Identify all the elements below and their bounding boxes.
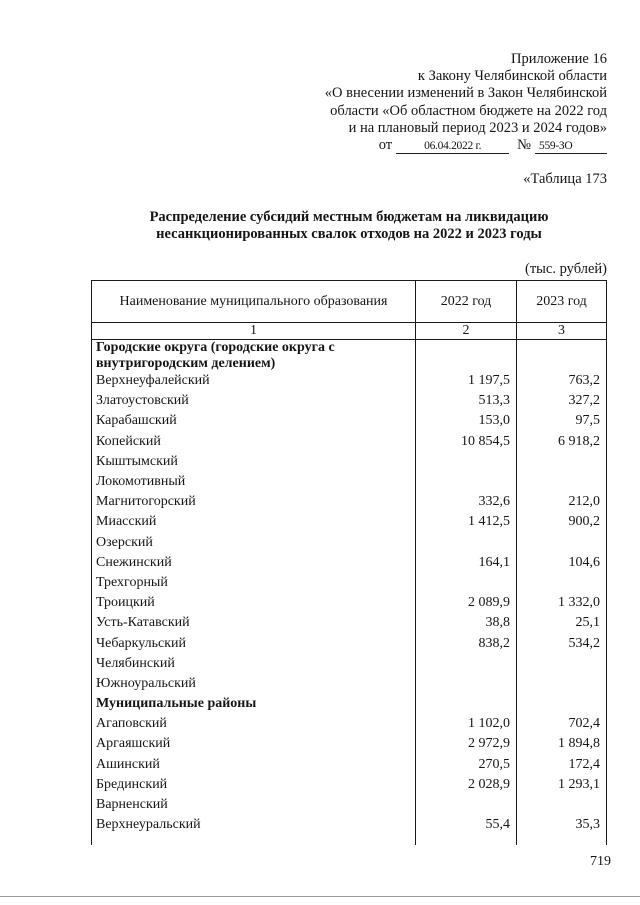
empty-cell <box>415 694 516 714</box>
scan-edge-line <box>0 896 640 897</box>
value-2023: 25,1 <box>516 613 606 633</box>
appendix-header <box>325 51 607 154</box>
empty-cell <box>516 835 606 845</box>
municipality-name: Брединский <box>96 776 168 792</box>
table-row <box>92 512 606 532</box>
value-2022: 332,6 <box>415 492 516 512</box>
value-2023: 1 894,8 <box>516 734 606 754</box>
law-reference-line: «О внесении изменений в Закон Челябинской <box>324 85 607 102</box>
value-2023 <box>516 795 606 815</box>
column-header-2022: 2022 год <box>415 281 516 322</box>
table-row <box>92 472 606 492</box>
value-2023: 212,0 <box>516 492 606 512</box>
value-2022: 10 854,5 <box>415 432 516 452</box>
value-2022: 513,3 <box>415 391 516 411</box>
municipality-name: Локомотивный <box>96 474 186 490</box>
empty-cell <box>516 694 606 714</box>
value-2023 <box>516 472 606 492</box>
table-header-row <box>92 281 606 323</box>
number-prefix: № <box>517 137 531 154</box>
table-row <box>92 553 606 573</box>
value-2023 <box>516 654 606 674</box>
value-2022: 2 028,9 <box>415 775 516 795</box>
table-body <box>92 340 606 845</box>
law-reference-line: и на плановый период 2023 и 2024 годов» <box>348 119 607 136</box>
units-label: (тыс. рублей) <box>525 261 607 277</box>
value-2022 <box>415 795 516 815</box>
empty-cell <box>516 340 606 371</box>
value-2022: 1 197,5 <box>415 371 516 391</box>
value-2022: 1 412,5 <box>415 512 516 532</box>
column-number-row <box>92 323 606 340</box>
law-number: 559-ЗО <box>535 139 607 154</box>
table-row <box>92 674 606 694</box>
municipality-name: Озерский <box>96 534 153 550</box>
value-2023: 900,2 <box>516 512 606 532</box>
law-date-number-line <box>325 137 607 154</box>
section-title: Муниципальные районы <box>96 696 257 712</box>
municipality-name: Троицкий <box>96 595 155 611</box>
value-2023: 763,2 <box>516 371 606 391</box>
table-label: «Таблица 173 <box>523 171 607 187</box>
table-row <box>92 654 606 674</box>
value-2023 <box>516 573 606 593</box>
municipality-name: Магнитогорский <box>96 494 196 510</box>
table-row <box>92 734 606 754</box>
title-line: несанкционированных свалок отходов на 2022 и 2023 годы <box>156 225 542 242</box>
municipality-name: Миасский <box>96 514 157 530</box>
law-reference-line: области «Об областном бюджете на 2022 год <box>330 102 607 119</box>
value-2022 <box>415 452 516 472</box>
municipality-name: Верхнеуральский <box>96 817 201 833</box>
table-row <box>92 755 606 775</box>
table-continuation <box>92 835 606 845</box>
value-2022 <box>415 674 516 694</box>
value-2023 <box>516 674 606 694</box>
value-2022 <box>415 472 516 492</box>
table-row <box>92 573 606 593</box>
value-2023: 327,2 <box>516 391 606 411</box>
municipality-name: Чебаркульский <box>96 635 187 651</box>
table-row <box>92 593 606 613</box>
value-2022: 2 089,9 <box>415 593 516 613</box>
municipality-name: Верхнеуфалейский <box>96 373 210 389</box>
municipality-name: Южноуральский <box>96 675 196 691</box>
empty-cell <box>415 340 516 371</box>
municipality-name: Аргаяшский <box>96 736 171 752</box>
municipality-name: Варненский <box>96 797 168 813</box>
value-2023: 534,2 <box>516 633 606 653</box>
municipality-name: Златоустовский <box>96 393 189 409</box>
empty-cell <box>415 835 516 845</box>
column-number: 1 <box>250 323 257 338</box>
municipality-name: Усть-Катавский <box>96 615 190 631</box>
value-2023: 97,5 <box>516 411 606 431</box>
value-2023: 1 293,1 <box>516 775 606 795</box>
value-2023: 35,3 <box>516 815 606 835</box>
section-row <box>92 694 606 714</box>
value-2022: 1 102,0 <box>415 714 516 734</box>
date-prefix: от <box>378 137 393 154</box>
value-2022 <box>415 573 516 593</box>
table-row <box>92 411 606 431</box>
value-2022: 2 972,9 <box>415 734 516 754</box>
value-2023 <box>516 533 606 553</box>
section-row <box>92 340 606 371</box>
municipality-name: Копейский <box>96 433 161 449</box>
empty-cell <box>92 835 415 845</box>
municipality-name: Кыштымский <box>96 453 178 469</box>
table-row <box>92 714 606 734</box>
value-2022: 38,8 <box>415 613 516 633</box>
value-2022: 838,2 <box>415 633 516 653</box>
column-header-name: Наименование муниципального образования <box>119 293 388 309</box>
table-row <box>92 795 606 815</box>
value-2022: 164,1 <box>415 553 516 573</box>
law-date: 06.04.2022 г. <box>396 139 509 154</box>
table-row <box>92 613 606 633</box>
column-number: 3 <box>516 323 606 339</box>
value-2023: 104,6 <box>516 553 606 573</box>
municipality-name: Челябинский <box>96 655 175 671</box>
municipality-name: Карабашский <box>96 413 177 429</box>
value-2023: 702,4 <box>516 714 606 734</box>
value-2023: 172,4 <box>516 755 606 775</box>
table-row <box>92 452 606 472</box>
value-2023: 1 332,0 <box>516 593 606 613</box>
value-2022: 55,4 <box>415 815 516 835</box>
municipality-name: Снежинский <box>96 554 172 570</box>
table-row <box>92 815 606 835</box>
municipality-name: Ашинский <box>96 756 160 772</box>
subsidy-table <box>91 280 607 845</box>
municipality-name: Трехгорный <box>96 574 168 590</box>
table-row <box>92 432 606 452</box>
table-row <box>92 391 606 411</box>
table-row <box>92 633 606 653</box>
value-2022 <box>415 533 516 553</box>
law-reference-line: к Закону Челябинской области <box>417 68 607 85</box>
value-2023: 6 918,2 <box>516 432 606 452</box>
page-number: 719 <box>590 854 611 869</box>
value-2022 <box>415 654 516 674</box>
value-2023 <box>516 452 606 472</box>
table-row <box>92 371 606 391</box>
column-header-2023: 2023 год <box>516 281 606 322</box>
table-row <box>92 533 606 553</box>
title-line: Распределение субсидий местным бюджетам на ликвидацию <box>149 209 549 225</box>
column-number: 2 <box>415 323 516 339</box>
section-title: Городские округа (городские округа с внутригородским делением) <box>96 340 335 371</box>
value-2022: 153,0 <box>415 411 516 431</box>
table-row <box>92 775 606 795</box>
document-title <box>91 209 607 242</box>
appendix-title: Приложение 16 <box>511 51 607 67</box>
municipality-name: Агаповский <box>96 716 167 732</box>
table-row <box>92 492 606 512</box>
value-2022: 270,5 <box>415 755 516 775</box>
